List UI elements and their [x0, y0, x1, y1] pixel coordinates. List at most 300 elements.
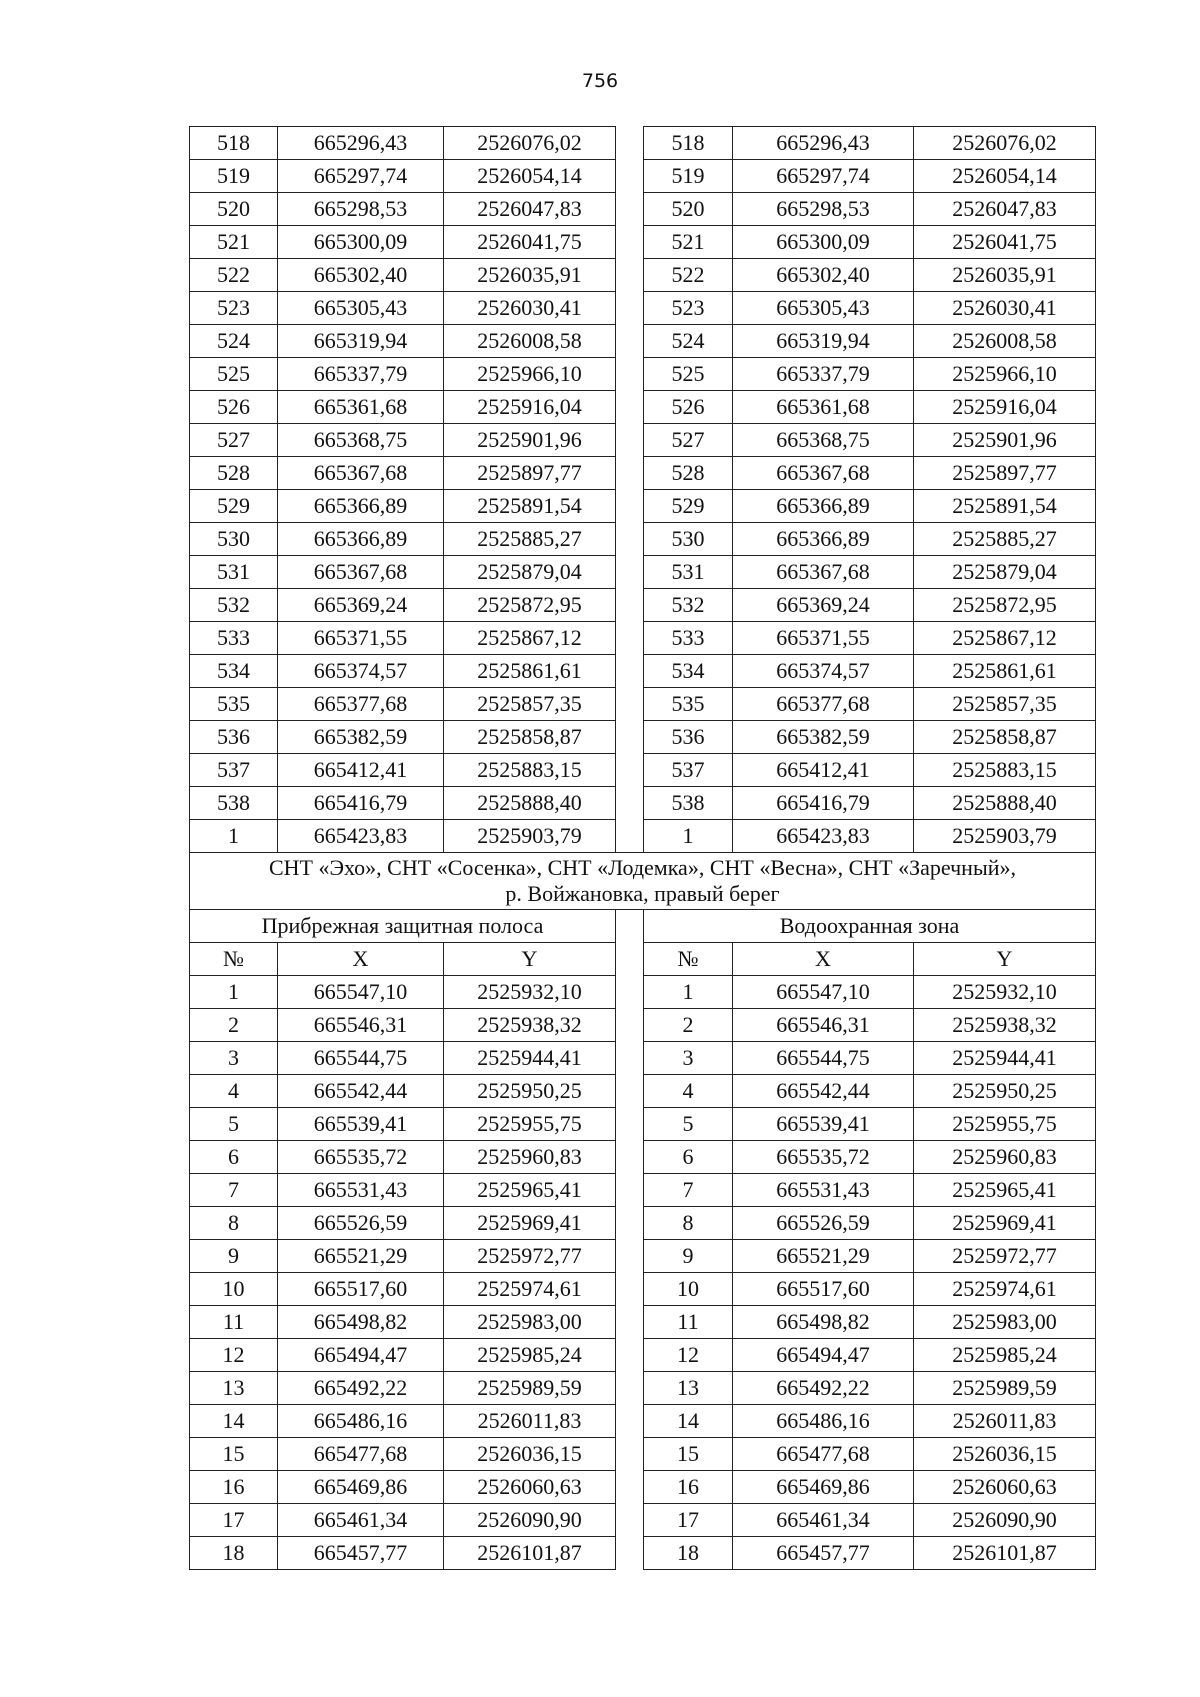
left-y-value: 2525972,77	[444, 1240, 616, 1273]
right-x-value: 665535,72	[733, 1141, 914, 1174]
table-row	[190, 127, 1096, 160]
left-point-number: 532	[190, 589, 278, 622]
right-x-value: 665486,16	[733, 1405, 914, 1438]
table-row	[190, 523, 1096, 556]
left-y-value: 2526041,75	[444, 226, 616, 259]
right-point-number: 536	[644, 721, 733, 754]
section-caption-line-2: р. Войжановка, правый берег	[505, 881, 780, 906]
right-point-number: 14	[644, 1405, 733, 1438]
left-y-value: 2526090,90	[444, 1504, 616, 1537]
right-y-value: 2525872,95	[914, 589, 1096, 622]
left-y-value: 2526008,58	[444, 325, 616, 358]
table-gap	[616, 1108, 644, 1141]
right-point-number: 12	[644, 1339, 733, 1372]
left-x-value: 665302,40	[278, 259, 444, 292]
left-y-value: 2525888,40	[444, 787, 616, 820]
right-x-value: 665296,43	[733, 127, 914, 160]
table-row	[190, 1273, 1096, 1306]
table-gap	[616, 1504, 644, 1537]
right-point-number: 538	[644, 787, 733, 820]
coordinates-bottom-section	[190, 976, 1096, 1570]
left-point-number: 534	[190, 655, 278, 688]
left-point-number: 520	[190, 193, 278, 226]
right-x-value: 665494,47	[733, 1339, 914, 1372]
right-point-number: 11	[644, 1306, 733, 1339]
table-gap	[616, 1174, 644, 1207]
left-y-value: 2526030,41	[444, 292, 616, 325]
left-point-number: 522	[190, 259, 278, 292]
left-col-x-header: X	[278, 943, 444, 976]
table-row	[190, 1042, 1096, 1075]
right-y-value: 2525883,15	[914, 754, 1096, 787]
left-y-value: 2526076,02	[444, 127, 616, 160]
table-row	[190, 424, 1096, 457]
left-y-value: 2525969,41	[444, 1207, 616, 1240]
table-row	[190, 1174, 1096, 1207]
table-row	[190, 787, 1096, 820]
right-point-number: 16	[644, 1471, 733, 1504]
right-point-number: 530	[644, 523, 733, 556]
table-row	[190, 688, 1096, 721]
left-y-value: 2525955,75	[444, 1108, 616, 1141]
left-y-value: 2525938,32	[444, 1009, 616, 1042]
left-x-value: 665517,60	[278, 1273, 444, 1306]
left-y-value: 2525960,83	[444, 1141, 616, 1174]
right-y-value: 2526041,75	[914, 226, 1096, 259]
right-x-value: 665366,89	[733, 490, 914, 523]
table-row	[190, 1372, 1096, 1405]
section-caption-row	[190, 853, 1096, 910]
right-point-number: 523	[644, 292, 733, 325]
left-x-value: 665531,43	[278, 1174, 444, 1207]
right-x-value: 665412,41	[733, 754, 914, 787]
table-row	[190, 820, 1096, 853]
left-y-value: 2525932,10	[444, 976, 616, 1009]
right-y-value: 2525955,75	[914, 1108, 1096, 1141]
right-x-value: 665377,68	[733, 688, 914, 721]
table-gap	[616, 721, 644, 754]
table-gap	[616, 358, 644, 391]
left-x-value: 665368,75	[278, 424, 444, 457]
right-x-value: 665374,57	[733, 655, 914, 688]
right-x-value: 665539,41	[733, 1108, 914, 1141]
left-y-value: 2525974,61	[444, 1273, 616, 1306]
table-gap	[616, 424, 644, 457]
left-point-number: 12	[190, 1339, 278, 1372]
right-y-value: 2525938,32	[914, 1009, 1096, 1042]
left-point-number: 536	[190, 721, 278, 754]
right-y-value: 2525985,24	[914, 1339, 1096, 1372]
left-point-number: 529	[190, 490, 278, 523]
right-y-value: 2525932,10	[914, 976, 1096, 1009]
right-x-value: 665526,59	[733, 1207, 914, 1240]
left-y-value: 2526036,15	[444, 1438, 616, 1471]
right-point-number: 8	[644, 1207, 733, 1240]
left-x-value: 665494,47	[278, 1339, 444, 1372]
table-row	[190, 976, 1096, 1009]
right-x-value: 665298,53	[733, 193, 914, 226]
table-gap	[616, 490, 644, 523]
right-col-x-header: X	[733, 943, 914, 976]
table-row	[190, 1240, 1096, 1273]
left-x-value: 665297,74	[278, 160, 444, 193]
left-point-number: 526	[190, 391, 278, 424]
right-point-number: 520	[644, 193, 733, 226]
right-y-value: 2525901,96	[914, 424, 1096, 457]
right-point-number: 10	[644, 1273, 733, 1306]
left-x-value: 665542,44	[278, 1075, 444, 1108]
left-point-number: 537	[190, 754, 278, 787]
table-row	[190, 226, 1096, 259]
table-gap	[616, 1372, 644, 1405]
right-y-value: 2525888,40	[914, 787, 1096, 820]
column-header-row	[190, 943, 1096, 976]
left-y-value: 2525867,12	[444, 622, 616, 655]
right-x-value: 665368,75	[733, 424, 914, 457]
left-x-value: 665319,94	[278, 325, 444, 358]
right-x-value: 665382,59	[733, 721, 914, 754]
left-x-value: 665382,59	[278, 721, 444, 754]
table-row	[190, 1471, 1096, 1504]
left-x-value: 665461,34	[278, 1504, 444, 1537]
right-point-number: 528	[644, 457, 733, 490]
left-y-value: 2525897,77	[444, 457, 616, 490]
left-point-number: 525	[190, 358, 278, 391]
table-row	[190, 1405, 1096, 1438]
left-x-value: 665361,68	[278, 391, 444, 424]
left-point-number: 17	[190, 1504, 278, 1537]
table-gap	[616, 943, 644, 976]
table-gap	[616, 556, 644, 589]
right-point-number: 522	[644, 259, 733, 292]
table-gap	[616, 1537, 644, 1570]
left-y-value: 2525916,04	[444, 391, 616, 424]
left-x-value: 665486,16	[278, 1405, 444, 1438]
coordinates-top-section	[190, 127, 1096, 853]
right-y-value: 2525916,04	[914, 391, 1096, 424]
table-gap	[616, 391, 644, 424]
right-point-number: 5	[644, 1108, 733, 1141]
left-y-value: 2526060,63	[444, 1471, 616, 1504]
right-y-value: 2525885,27	[914, 523, 1096, 556]
table-row	[190, 754, 1096, 787]
left-point-number: 8	[190, 1207, 278, 1240]
left-y-value: 2525966,10	[444, 358, 616, 391]
table-row	[190, 1438, 1096, 1471]
left-x-value: 665544,75	[278, 1042, 444, 1075]
section-caption	[190, 853, 1096, 910]
right-point-number: 537	[644, 754, 733, 787]
right-y-value: 2525974,61	[914, 1273, 1096, 1306]
left-y-value: 2525861,61	[444, 655, 616, 688]
left-y-value: 2525883,15	[444, 754, 616, 787]
right-x-value: 665542,44	[733, 1075, 914, 1108]
table-gap	[616, 976, 644, 1009]
left-point-number: 7	[190, 1174, 278, 1207]
table-gap	[616, 1042, 644, 1075]
table-gap	[616, 1207, 644, 1240]
right-y-value: 2525857,35	[914, 688, 1096, 721]
left-x-value: 665377,68	[278, 688, 444, 721]
right-point-number: 518	[644, 127, 733, 160]
left-y-value: 2525858,87	[444, 721, 616, 754]
zone-titles-row	[190, 910, 1096, 943]
right-x-value: 665319,94	[733, 325, 914, 358]
left-y-value: 2525879,04	[444, 556, 616, 589]
left-x-value: 665300,09	[278, 226, 444, 259]
right-x-value: 665337,79	[733, 358, 914, 391]
right-y-value: 2526076,02	[914, 127, 1096, 160]
left-point-number: 4	[190, 1075, 278, 1108]
left-point-number: 6	[190, 1141, 278, 1174]
table-gap	[616, 655, 644, 688]
table-row	[190, 292, 1096, 325]
left-point-number: 523	[190, 292, 278, 325]
left-y-value: 2526101,87	[444, 1537, 616, 1570]
left-y-value: 2525944,41	[444, 1042, 616, 1075]
table-row	[190, 655, 1096, 688]
left-y-value: 2525872,95	[444, 589, 616, 622]
table-gap	[616, 1306, 644, 1339]
right-y-value: 2526054,14	[914, 160, 1096, 193]
table-gap	[616, 160, 644, 193]
right-y-value: 2525897,77	[914, 457, 1096, 490]
right-x-value: 665371,55	[733, 622, 914, 655]
table-gap	[616, 1009, 644, 1042]
left-y-value: 2525891,54	[444, 490, 616, 523]
left-x-value: 665535,72	[278, 1141, 444, 1174]
left-point-number: 5	[190, 1108, 278, 1141]
right-y-value: 2525966,10	[914, 358, 1096, 391]
left-x-value: 665296,43	[278, 127, 444, 160]
section-header	[190, 853, 1096, 976]
page-number: 756	[581, 70, 619, 92]
table-gap	[616, 193, 644, 226]
left-y-value: 2525965,41	[444, 1174, 616, 1207]
right-point-number: 533	[644, 622, 733, 655]
left-point-number: 530	[190, 523, 278, 556]
right-x-value: 665367,68	[733, 457, 914, 490]
left-y-value: 2525989,59	[444, 1372, 616, 1405]
right-x-value: 665547,10	[733, 976, 914, 1009]
left-y-value: 2526011,83	[444, 1405, 616, 1438]
left-y-value: 2526035,91	[444, 259, 616, 292]
left-point-number: 14	[190, 1405, 278, 1438]
right-point-number: 532	[644, 589, 733, 622]
right-x-value: 665367,68	[733, 556, 914, 589]
table-gap	[616, 589, 644, 622]
table-gap	[616, 325, 644, 358]
right-y-value: 2525965,41	[914, 1174, 1096, 1207]
table-gap	[616, 523, 644, 556]
left-x-value: 665521,29	[278, 1240, 444, 1273]
left-point-number: 11	[190, 1306, 278, 1339]
right-point-number: 535	[644, 688, 733, 721]
table-row	[190, 721, 1096, 754]
table-gap	[616, 820, 644, 853]
right-point-number: 521	[644, 226, 733, 259]
left-point-number: 538	[190, 787, 278, 820]
left-x-value: 665423,83	[278, 820, 444, 853]
table-gap	[616, 754, 644, 787]
table-gap	[616, 622, 644, 655]
left-point-number: 2	[190, 1009, 278, 1042]
right-point-number: 9	[644, 1240, 733, 1273]
table-row	[190, 1207, 1096, 1240]
right-x-value: 665416,79	[733, 787, 914, 820]
table-gap	[616, 226, 644, 259]
table-row	[190, 391, 1096, 424]
left-x-value: 665498,82	[278, 1306, 444, 1339]
table-row	[190, 490, 1096, 523]
right-point-number: 519	[644, 160, 733, 193]
left-x-value: 665367,68	[278, 556, 444, 589]
left-x-value: 665298,53	[278, 193, 444, 226]
right-x-value: 665461,34	[733, 1504, 914, 1537]
right-x-value: 665531,43	[733, 1174, 914, 1207]
table-row	[190, 556, 1096, 589]
right-y-value: 2525972,77	[914, 1240, 1096, 1273]
left-point-number: 18	[190, 1537, 278, 1570]
left-x-value: 665366,89	[278, 490, 444, 523]
right-y-value: 2526101,87	[914, 1537, 1096, 1570]
left-point-number: 1	[190, 976, 278, 1009]
right-y-value: 2525867,12	[914, 622, 1096, 655]
table-gap	[616, 1339, 644, 1372]
right-point-number: 526	[644, 391, 733, 424]
right-x-value: 665297,74	[733, 160, 914, 193]
left-y-value: 2526047,83	[444, 193, 616, 226]
left-x-value: 665416,79	[278, 787, 444, 820]
table-row	[190, 1306, 1096, 1339]
left-y-value: 2525985,24	[444, 1339, 616, 1372]
table-gap	[616, 688, 644, 721]
left-point-number: 15	[190, 1438, 278, 1471]
table-gap	[616, 292, 644, 325]
left-point-number: 16	[190, 1471, 278, 1504]
right-x-value: 665477,68	[733, 1438, 914, 1471]
left-x-value: 665369,24	[278, 589, 444, 622]
left-x-value: 665539,41	[278, 1108, 444, 1141]
table-row	[190, 1141, 1096, 1174]
left-point-number: 521	[190, 226, 278, 259]
table-gap	[616, 1141, 644, 1174]
right-y-value: 2525858,87	[914, 721, 1096, 754]
right-point-number: 1	[644, 976, 733, 1009]
right-y-value: 2525989,59	[914, 1372, 1096, 1405]
right-y-value: 2526036,15	[914, 1438, 1096, 1471]
left-x-value: 665367,68	[278, 457, 444, 490]
table-row	[190, 1339, 1096, 1372]
right-point-number: 4	[644, 1075, 733, 1108]
left-x-value: 665457,77	[278, 1537, 444, 1570]
right-point-number: 527	[644, 424, 733, 457]
right-x-value: 665366,89	[733, 523, 914, 556]
left-y-value: 2525885,27	[444, 523, 616, 556]
left-x-value: 665371,55	[278, 622, 444, 655]
left-x-value: 665337,79	[278, 358, 444, 391]
left-col-y-header: Y	[444, 943, 616, 976]
right-zone-title: Водоохранная зона	[644, 910, 1096, 943]
right-y-value: 2526011,83	[914, 1405, 1096, 1438]
right-point-number: 6	[644, 1141, 733, 1174]
section-caption-line-1: СНТ «Эхо», СНТ «Сосенка», СНТ «Лодемка», СНТ «Весна», СНТ «Заречный»,	[268, 855, 1017, 880]
left-x-value: 665526,59	[278, 1207, 444, 1240]
table-row	[190, 1075, 1096, 1108]
right-x-value: 665457,77	[733, 1537, 914, 1570]
left-point-number: 528	[190, 457, 278, 490]
left-y-value: 2526054,14	[444, 160, 616, 193]
right-y-value: 2525861,61	[914, 655, 1096, 688]
left-y-value: 2525950,25	[444, 1075, 616, 1108]
right-x-value: 665521,29	[733, 1240, 914, 1273]
right-point-number: 529	[644, 490, 733, 523]
right-x-value: 665492,22	[733, 1372, 914, 1405]
right-y-value: 2525944,41	[914, 1042, 1096, 1075]
left-y-value: 2525903,79	[444, 820, 616, 853]
right-x-value: 665302,40	[733, 259, 914, 292]
left-x-value: 665546,31	[278, 1009, 444, 1042]
left-x-value: 665477,68	[278, 1438, 444, 1471]
table-row	[190, 259, 1096, 292]
left-y-value: 2525901,96	[444, 424, 616, 457]
left-y-value: 2525857,35	[444, 688, 616, 721]
right-point-number: 525	[644, 358, 733, 391]
right-y-value: 2525903,79	[914, 820, 1096, 853]
right-y-value: 2526030,41	[914, 292, 1096, 325]
left-x-value: 665547,10	[278, 976, 444, 1009]
table-gap	[616, 259, 644, 292]
right-point-number: 531	[644, 556, 733, 589]
right-x-value: 665305,43	[733, 292, 914, 325]
right-y-value: 2526008,58	[914, 325, 1096, 358]
left-point-number: 531	[190, 556, 278, 589]
left-point-number: 13	[190, 1372, 278, 1405]
right-y-value: 2526060,63	[914, 1471, 1096, 1504]
right-point-number: 2	[644, 1009, 733, 1042]
right-x-value: 665469,86	[733, 1471, 914, 1504]
table-gap	[616, 787, 644, 820]
left-x-value: 665412,41	[278, 754, 444, 787]
table-gap	[616, 1075, 644, 1108]
table-row	[190, 457, 1096, 490]
right-y-value: 2525879,04	[914, 556, 1096, 589]
table-row	[190, 622, 1096, 655]
table-row	[190, 193, 1096, 226]
table-row	[190, 1009, 1096, 1042]
right-point-number: 524	[644, 325, 733, 358]
right-point-number: 534	[644, 655, 733, 688]
right-point-number: 13	[644, 1372, 733, 1405]
right-point-number: 17	[644, 1504, 733, 1537]
table-gap	[616, 457, 644, 490]
coordinates-table	[189, 126, 1096, 1570]
right-point-number: 7	[644, 1174, 733, 1207]
left-point-number: 535	[190, 688, 278, 721]
right-x-value: 665369,24	[733, 589, 914, 622]
left-x-value: 665492,22	[278, 1372, 444, 1405]
right-x-value: 665544,75	[733, 1042, 914, 1075]
left-point-number: 518	[190, 127, 278, 160]
right-x-value: 665423,83	[733, 820, 914, 853]
right-y-value: 2526090,90	[914, 1504, 1096, 1537]
table-gap	[616, 127, 644, 160]
left-point-number: 3	[190, 1042, 278, 1075]
left-point-number: 519	[190, 160, 278, 193]
right-x-value: 665498,82	[733, 1306, 914, 1339]
left-y-value: 2525983,00	[444, 1306, 616, 1339]
table-gap	[616, 1438, 644, 1471]
